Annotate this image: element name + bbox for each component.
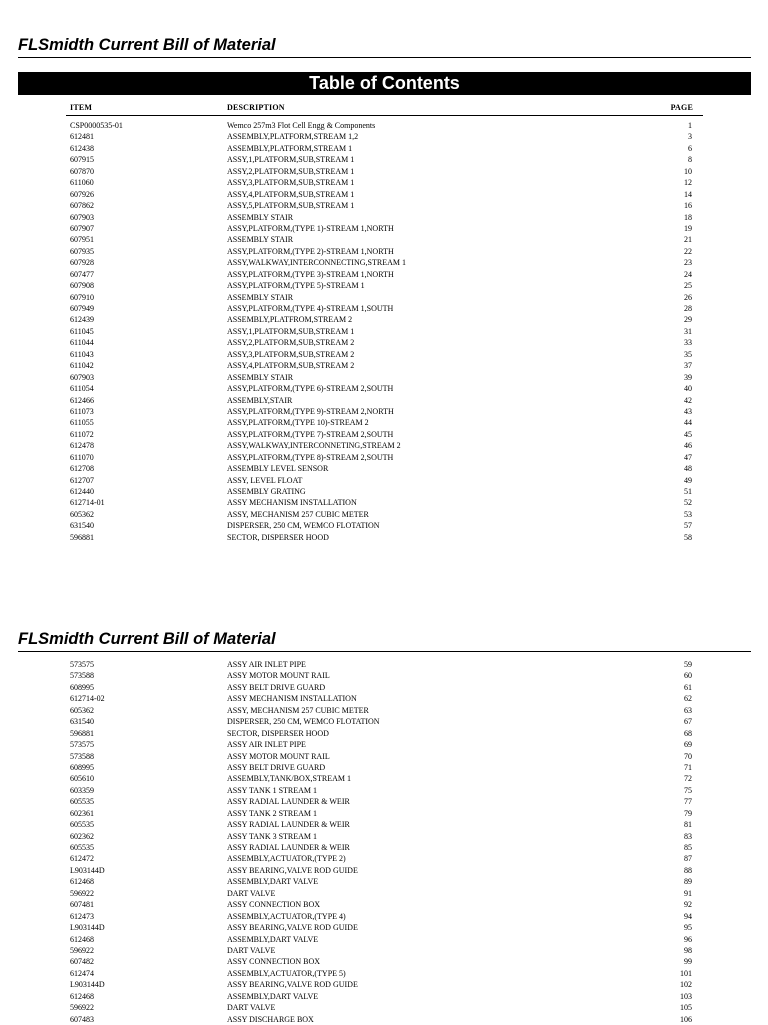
toc-item-number: 596881 — [70, 532, 94, 542]
toc-row — [0, 991, 768, 1002]
toc-item-number: 605535 — [70, 820, 94, 830]
toc-item-description: ASSY, MECHANISM 257 CUBIC METER — [227, 705, 369, 715]
toc-row — [0, 1014, 768, 1025]
toc-item-description: DART VALVE — [227, 1003, 276, 1013]
toc-item-description: ASSY,PLATFORM,(TYPE 3)-STREAM 1,NORTH — [227, 269, 394, 279]
toc-row — [0, 796, 768, 807]
toc-item-number: 611073 — [70, 406, 94, 416]
toc-page-number: 85 — [684, 843, 692, 852]
toc-row — [0, 808, 768, 819]
toc-row — [0, 154, 768, 165]
toc-page-number: 19 — [684, 223, 692, 233]
toc-list — [0, 659, 768, 1025]
toc-item-number: 605535 — [70, 843, 94, 852]
toc-item-number: 602362 — [70, 831, 94, 841]
toc-page-number: 6 — [688, 143, 692, 153]
toc-row — [0, 166, 768, 177]
toc-page-number: 52 — [684, 498, 692, 508]
toc-item-description: ASSEMBLY STAIR — [227, 235, 294, 245]
toc-item-description: SECTOR, DISPERSER HOOD — [227, 532, 329, 542]
toc-item-description: ASSEMBLY,PLATFORM,STREAM 1,2 — [227, 132, 359, 142]
toc-item-number: 612468 — [70, 934, 94, 944]
toc-row — [0, 337, 768, 348]
toc-page-number: 43 — [684, 406, 692, 416]
toc-row — [0, 853, 768, 864]
toc-row — [0, 406, 768, 417]
toc-page-number: 37 — [684, 361, 692, 371]
toc-item-description: ASSY,WALKWAY,INTERCONNECTING,STREAM 1 — [227, 258, 406, 268]
toc-item-number: 573575 — [70, 660, 94, 669]
toc-row — [0, 785, 768, 796]
toc-row — [0, 440, 768, 451]
toc-item-description: ASSY,1,PLATFORM,SUB,STREAM 1 — [227, 155, 355, 165]
toc-row — [0, 349, 768, 360]
toc-row — [0, 934, 768, 945]
toc-row — [0, 773, 768, 784]
toc-row — [0, 751, 768, 762]
toc-page-number: 28 — [684, 304, 692, 313]
toc-page-number: 24 — [684, 269, 692, 279]
toc-item-number: 607870 — [70, 166, 94, 176]
toc-item-number: 607926 — [70, 189, 94, 199]
toc-item-number: 596881 — [70, 728, 94, 738]
toc-item-number: L903144D — [70, 923, 105, 933]
toc-row — [0, 131, 768, 142]
toc-row — [0, 234, 768, 245]
column-header-page: PAGE — [670, 103, 693, 112]
toc-page-number: 94 — [684, 911, 692, 921]
toc-item-number: 607910 — [70, 292, 94, 302]
toc-item-number: 573588 — [70, 671, 94, 681]
toc-item-description: ASSEMBLY,DART VALVE — [227, 934, 319, 944]
toc-item-number: 611070 — [70, 452, 94, 462]
toc-row — [0, 532, 768, 543]
toc-item-description: ASSY,PLATFORM,(TYPE 4)-STREAM 1,SOUTH — [227, 304, 394, 313]
toc-page-number: 68 — [684, 728, 692, 738]
toc-item-number: 612439 — [70, 315, 94, 325]
toc-item-description: ASSY,3,PLATFORM,SUB,STREAM 2 — [227, 349, 355, 359]
toc-item-description: ASSY DISCHARGE BOX — [227, 1014, 314, 1024]
toc-item-description: ASSEMBLY,DART VALVE — [227, 991, 319, 1001]
toc-item-number: 607482 — [70, 957, 94, 967]
toc-row — [0, 212, 768, 223]
toc-item-number: 611045 — [70, 326, 94, 336]
toc-item-number: 611044 — [70, 338, 94, 348]
toc-row — [0, 682, 768, 693]
toc-item-description: ASSY,4,PLATFORM,SUB,STREAM 1 — [227, 189, 355, 199]
toc-row — [0, 360, 768, 371]
toc-item-number: 631540 — [70, 521, 94, 531]
toc-page-number: 22 — [684, 246, 692, 256]
toc-item-number: 607935 — [70, 246, 94, 256]
toc-item-number: 607903 — [70, 212, 94, 222]
toc-page-number: 49 — [684, 475, 692, 485]
toc-page-number: 44 — [684, 418, 692, 428]
toc-row — [0, 1002, 768, 1013]
toc-item-description: ASSY MECHANISM INSTALLATION — [227, 694, 357, 704]
toc-row — [0, 739, 768, 750]
toc-item-description: ASSY,PLATFORM,(TYPE 7)-STREAM 2,SOUTH — [227, 429, 394, 439]
toc-page-number: 61 — [684, 682, 692, 692]
toc-row — [0, 303, 768, 314]
toc-item-number: 607951 — [70, 235, 94, 245]
toc-page-number: 81 — [684, 820, 692, 830]
toc-item-number: 607862 — [70, 201, 94, 211]
column-header-description: DESCRIPTION — [227, 103, 285, 112]
toc-item-number: 611072 — [70, 429, 94, 439]
toc-item-description: ASSY BEARING,VALVE ROD GUIDE — [227, 865, 358, 875]
toc-row — [0, 177, 768, 188]
toc-page-number: 53 — [684, 509, 692, 519]
column-headers — [66, 102, 703, 116]
toc-item-description: ASSY,5,PLATFORM,SUB,STREAM 1 — [227, 201, 355, 211]
toc-item-description: ASSY,PLATFORM,(TYPE 9)-STREAM 2,NORTH — [227, 406, 394, 416]
toc-item-description: ASSY,1,PLATFORM,SUB,STREAM 1 — [227, 326, 355, 336]
toc-page-number: 16 — [684, 201, 692, 211]
toc-item-number: 607949 — [70, 304, 94, 313]
toc-item-description: ASSY TANK 3 STREAM 1 — [227, 831, 318, 841]
toc-item-description: SECTOR, DISPERSER HOOD — [227, 728, 329, 738]
toc-item-description: ASSEMBLY STAIR — [227, 212, 294, 222]
toc-row — [0, 475, 768, 486]
toc-item-number: 611060 — [70, 178, 94, 188]
toc-item-description: ASSEMBLY,PLATFORM,STREAM 1 — [227, 143, 353, 153]
toc-item-description: ASSY RADIAL LAUNDER & WEIR — [227, 797, 350, 807]
toc-item-description: ASSY BEARING,VALVE ROD GUIDE — [227, 923, 358, 933]
toc-page-number: 91 — [684, 888, 692, 898]
toc-page-number: 92 — [684, 900, 692, 910]
toc-page-number: 42 — [684, 395, 692, 405]
toc-row — [0, 383, 768, 394]
toc-page-number: 33 — [684, 338, 692, 348]
toc-item-number: 596922 — [70, 1003, 94, 1013]
toc-item-number: CSP0000535-01 — [70, 121, 123, 130]
toc-row — [0, 429, 768, 440]
toc-item-number: 596922 — [70, 945, 94, 955]
toc-item-number: 611055 — [70, 418, 94, 428]
toc-row — [0, 417, 768, 428]
toc-row — [0, 257, 768, 268]
toc-page-number: 31 — [684, 326, 692, 336]
toc-item-description: ASSEMBLY,ACTUATOR,(TYPE 2) — [227, 854, 346, 864]
toc-page-number: 98 — [684, 945, 692, 955]
toc-page-number: 88 — [684, 865, 692, 875]
toc-page-number: 63 — [684, 705, 692, 715]
toc-item-number: 602361 — [70, 808, 94, 818]
toc-page-number: 1 — [688, 121, 692, 130]
toc-page-number: 26 — [684, 292, 692, 302]
toc-page-number: 18 — [684, 212, 692, 222]
toc-item-number: 612714-01 — [70, 498, 105, 508]
page-header — [18, 35, 751, 58]
toc-item-number: 608995 — [70, 682, 94, 692]
toc-page-number: 70 — [684, 751, 692, 761]
toc-page-number: 45 — [684, 429, 692, 439]
toc-item-number: 611054 — [70, 384, 94, 394]
toc-page-number: 51 — [684, 487, 692, 496]
toc-item-number: 596922 — [70, 888, 94, 898]
toc-item-description: ASSEMBLY STAIR — [227, 292, 294, 302]
toc-page-number: 101 — [680, 968, 692, 978]
toc-item-number: 611042 — [70, 361, 94, 371]
toc-row — [0, 831, 768, 842]
toc-item-description: ASSY,2,PLATFORM,SUB,STREAM 1 — [227, 166, 355, 176]
toc-item-description: ASSY, MECHANISM 257 CUBIC METER — [227, 509, 369, 519]
toc-row — [0, 865, 768, 876]
toc-row — [0, 314, 768, 325]
document-title: FLSmidth Current Bill of Material — [18, 36, 276, 54]
toc-item-description: ASSEMBLY,ACTUATOR,(TYPE 5) — [227, 968, 346, 978]
toc-row — [0, 693, 768, 704]
toc-item-description: ASSEMBLY,ACTUATOR,(TYPE 4) — [227, 911, 346, 921]
toc-row — [0, 497, 768, 508]
toc-item-description: ASSY MECHANISM INSTALLATION — [227, 498, 357, 508]
toc-item-description: ASSY,WALKWAY,INTERCONNETING,STREAM 2 — [227, 441, 401, 451]
toc-row — [0, 670, 768, 681]
toc-row — [0, 395, 768, 406]
toc-list — [0, 120, 768, 543]
toc-item-description: ASSEMBLY GRATING — [227, 487, 306, 496]
toc-item-number: 607908 — [70, 281, 94, 291]
toc-item-description: ASSY,3,PLATFORM,SUB,STREAM 1 — [227, 178, 355, 188]
toc-page-number: 87 — [684, 854, 692, 864]
toc-page-number: 95 — [684, 923, 692, 933]
toc-row — [0, 280, 768, 291]
toc-row — [0, 292, 768, 303]
toc-page-number: 71 — [684, 762, 692, 772]
toc-page-number: 77 — [684, 797, 692, 807]
toc-page-number: 25 — [684, 281, 692, 291]
toc-row — [0, 945, 768, 956]
toc-page-number: 62 — [684, 694, 692, 704]
toc-item-description: ASSEMBLY,PLATFROM,STREAM 2 — [227, 315, 353, 325]
toc-item-description: ASSEMBLY,TANK/BOX,STREAM 1 — [227, 774, 351, 784]
toc-item-description: ASSEMBLY STAIR — [227, 372, 294, 382]
toc-page-number: 3 — [688, 132, 692, 142]
toc-page-number: 59 — [684, 660, 692, 669]
toc-page-number: 10 — [684, 166, 692, 176]
toc-page-number: 89 — [684, 877, 692, 887]
toc-row — [0, 911, 768, 922]
toc-item-number: 612478 — [70, 441, 94, 451]
toc-item-number: 607477 — [70, 269, 94, 279]
toc-page-number: 12 — [684, 178, 692, 188]
toc-page-number: 21 — [684, 235, 692, 245]
toc-item-description: ASSEMBLY,STAIR — [227, 395, 293, 405]
toc-item-description: ASSY RADIAL LAUNDER & WEIR — [227, 820, 350, 830]
toc-page-number: 46 — [684, 441, 692, 451]
toc-row — [0, 486, 768, 497]
page-header — [18, 629, 751, 652]
toc-row — [0, 659, 768, 670]
toc-page-number: 23 — [684, 258, 692, 268]
toc-item-number: 573575 — [70, 740, 94, 750]
toc-row — [0, 372, 768, 383]
toc-page-number: 83 — [684, 831, 692, 841]
toc-item-description: ASSY AIR INLET PIPE — [227, 740, 306, 750]
toc-item-number: 612481 — [70, 132, 94, 142]
toc-page-number: 39 — [684, 372, 692, 382]
toc-item-number: 607928 — [70, 258, 94, 268]
toc-item-number: 605362 — [70, 705, 94, 715]
toc-row — [0, 223, 768, 234]
toc-row — [0, 705, 768, 716]
toc-item-description: ASSY RADIAL LAUNDER & WEIR — [227, 843, 350, 852]
toc-item-description: ASSY CONNECTION BOX — [227, 900, 321, 910]
toc-item-description: ASSY BELT DRIVE GUARD — [227, 762, 326, 772]
toc-row — [0, 728, 768, 739]
toc-item-number: 607481 — [70, 900, 94, 910]
toc-item-description: ASSY,2,PLATFORM,SUB,STREAM 2 — [227, 338, 355, 348]
toc-row — [0, 842, 768, 853]
toc-item-number: 612708 — [70, 464, 94, 474]
toc-page-number: 58 — [684, 532, 692, 542]
toc-row — [0, 922, 768, 933]
toc-page-number: 67 — [684, 717, 692, 727]
toc-row — [0, 120, 768, 131]
toc-item-description: ASSY BEARING,VALVE ROD GUIDE — [227, 980, 358, 990]
toc-page-number: 103 — [680, 991, 692, 1001]
toc-row — [0, 819, 768, 830]
toc-item-description: ASSY,PLATFORM,(TYPE 2)-STREAM 1,NORTH — [227, 246, 394, 256]
toc-row — [0, 762, 768, 773]
toc-row — [0, 899, 768, 910]
toc-item-number: 605362 — [70, 509, 94, 519]
toc-page-number: 79 — [684, 808, 692, 818]
toc-item-number: 607915 — [70, 155, 94, 165]
toc-page-number: 57 — [684, 521, 692, 531]
toc-row — [0, 888, 768, 899]
toc-item-description: DART VALVE — [227, 945, 276, 955]
toc-row — [0, 189, 768, 200]
toc-item-number: 608995 — [70, 762, 94, 772]
toc-row — [0, 326, 768, 337]
toc-page-number: 75 — [684, 785, 692, 795]
toc-item-description: ASSY,PLATFORM,(TYPE 8)-STREAM 2,SOUTH — [227, 452, 394, 462]
document-title: FLSmidth Current Bill of Material — [18, 630, 276, 648]
toc-page-number: 69 — [684, 740, 692, 750]
toc-item-number: 612438 — [70, 143, 94, 153]
toc-item-number: 607907 — [70, 223, 94, 233]
toc-item-number: 612707 — [70, 475, 94, 485]
toc-item-number: 612466 — [70, 395, 94, 405]
toc-item-number: L903144D — [70, 865, 105, 875]
toc-row — [0, 956, 768, 967]
toc-item-description: DISPERSER, 250 CM, WEMCO FLOTATION — [227, 717, 380, 727]
toc-item-description: Wemco 257m3 Flot Cell Engg & Components — [227, 121, 376, 130]
toc-item-description: ASSY TANK 1 STREAM 1 — [227, 785, 318, 795]
toc-item-description: ASSY MOTOR MOUNT RAIL — [227, 671, 330, 681]
toc-page-number: 96 — [684, 934, 692, 944]
toc-row — [0, 520, 768, 531]
toc-item-number: L903144D — [70, 980, 105, 990]
toc-row — [0, 269, 768, 280]
toc-page-number: 14 — [684, 189, 692, 199]
toc-item-number: 573588 — [70, 751, 94, 761]
toc-row — [0, 200, 768, 211]
toc-item-number: 607483 — [70, 1014, 94, 1024]
toc-item-description: ASSY,PLATFORM,(TYPE 6)-STREAM 2,SOUTH — [227, 384, 394, 394]
toc-item-description: ASSEMBLY,DART VALVE — [227, 877, 319, 887]
toc-item-number: 631540 — [70, 717, 94, 727]
toc-row — [0, 876, 768, 887]
toc-page-number: 47 — [684, 452, 692, 462]
toc-item-description: ASSY,4,PLATFORM,SUB,STREAM 2 — [227, 361, 355, 371]
toc-page-number: 60 — [684, 671, 692, 681]
column-header-item: ITEM — [70, 103, 93, 112]
toc-page-number: 99 — [684, 957, 692, 967]
toc-item-description: ASSY,PLATFORM,(TYPE 5)-STREAM 1 — [227, 281, 365, 291]
toc-item-number: 612714-02 — [70, 694, 105, 704]
toc-row — [0, 509, 768, 520]
toc-row — [0, 979, 768, 990]
toc-item-description: ASSY BELT DRIVE GUARD — [227, 682, 326, 692]
toc-page-number: 106 — [680, 1014, 692, 1024]
toc-item-number: 612440 — [70, 487, 94, 496]
toc-item-number: 611043 — [70, 349, 94, 359]
toc-item-description: DISPERSER, 250 CM, WEMCO FLOTATION — [227, 521, 380, 531]
toc-item-description: ASSEMBLY LEVEL SENSOR — [227, 464, 329, 474]
toc-item-description: ASSY CONNECTION BOX — [227, 957, 321, 967]
toc-item-number: 605535 — [70, 797, 94, 807]
toc-row — [0, 246, 768, 257]
toc-item-number: 605610 — [70, 774, 94, 784]
toc-row — [0, 968, 768, 979]
toc-item-number: 612472 — [70, 854, 94, 864]
toc-item-number: 612474 — [70, 968, 94, 978]
toc-page-number: 72 — [684, 774, 692, 784]
toc-page-number: 35 — [684, 349, 692, 359]
toc-page-number: 105 — [680, 1003, 692, 1013]
toc-item-description: ASSY MOTOR MOUNT RAIL — [227, 751, 330, 761]
toc-page-number: 102 — [680, 980, 692, 990]
toc-item-description: ASSY,PLATFORM,(TYPE 1)-STREAM 1,NORTH — [227, 223, 394, 233]
toc-row — [0, 463, 768, 474]
toc-page-number: 40 — [684, 384, 692, 394]
toc-row — [0, 143, 768, 154]
toc-item-number: 603359 — [70, 785, 94, 795]
toc-item-description: ASSY,PLATFORM,(TYPE 10)-STREAM 2 — [227, 418, 369, 428]
toc-item-description: ASSY AIR INLET PIPE — [227, 660, 306, 669]
toc-item-number: 612468 — [70, 877, 94, 887]
toc-row — [0, 716, 768, 727]
toc-item-number: 612468 — [70, 991, 94, 1001]
toc-page-number: 29 — [684, 315, 692, 325]
toc-item-description: ASSY, LEVEL FLOAT — [227, 475, 303, 485]
toc-item-description: ASSY TANK 2 STREAM 1 — [227, 808, 318, 818]
toc-item-description: DART VALVE — [227, 888, 276, 898]
toc-item-number: 607903 — [70, 372, 94, 382]
table-of-contents-banner: Table of Contents — [18, 72, 751, 95]
toc-page-number: 8 — [688, 155, 692, 165]
toc-row — [0, 452, 768, 463]
toc-page-number: 48 — [684, 464, 692, 474]
toc-item-number: 612473 — [70, 911, 94, 921]
